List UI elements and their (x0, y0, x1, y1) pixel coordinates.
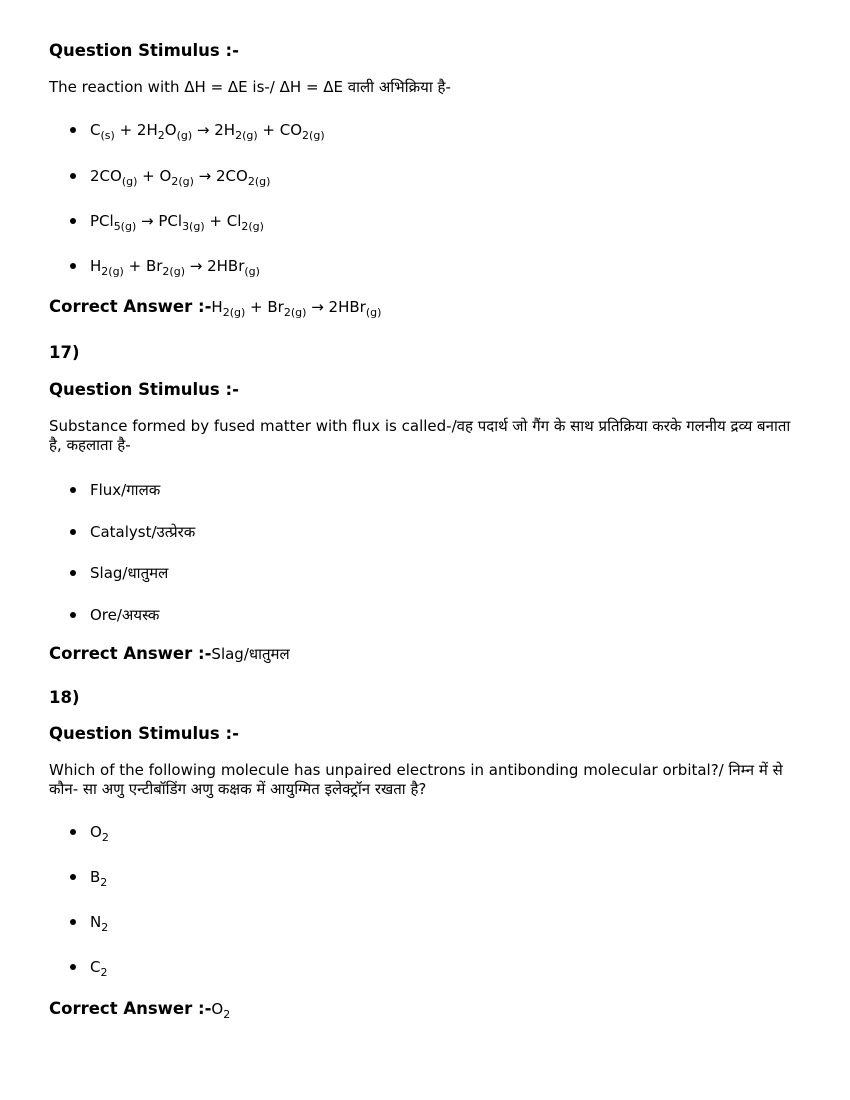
q17-answer-value: Slag/धातुमल (211, 645, 290, 663)
bullet-icon (70, 964, 76, 970)
q16-option-4-text: $H_{2(g)} + Br_{2(g)} \to 2HBr_{(g)}$ (90, 257, 260, 278)
subscript: (s) (100, 129, 115, 142)
bullet-icon (70, 919, 76, 925)
q17-option-3-text: Slag/धातुमल (90, 564, 169, 582)
q17-option-4-text: Ore/अयस्क (90, 606, 160, 624)
q18-stem: Which of the following molecule has unpaired electrons in antibonding molecular orbital?/ निम्न में से कौन- सा अणु एन्टीबॉडिंग अणु कक्षक में आयुग्मित इलेक्ट्रॉन रखता है? (49, 761, 783, 798)
q16-correct-answer (49, 297, 799, 319)
subscript: 2(g) (101, 265, 124, 278)
subscript: (g) (244, 265, 260, 278)
q16-stimulus-heading: Question Stimulus :- (49, 41, 239, 60)
q18-number: 18) (49, 688, 80, 707)
bullet-icon (70, 487, 76, 493)
bullet-icon (70, 874, 76, 880)
q18-option-2-text: $B_2$ (90, 868, 108, 889)
q16-answer-label: Correct Answer :- (49, 297, 212, 316)
subscript: 2(g) (162, 265, 185, 278)
subscript: (g) (121, 175, 138, 188)
subscript: (g) (176, 129, 193, 142)
q18-option-4-text: $C_2$ (90, 958, 108, 979)
q18-answer-label: Correct Answer :- (49, 999, 212, 1018)
q17-stimulus-heading: Question Stimulus :- (49, 380, 239, 399)
q18-answer-value: $O_2$ (211, 1000, 231, 1021)
subscript: 2(g) (247, 175, 271, 188)
q16-option-2-text: $2CO_{(g)} + O_{2(g)} \to 2CO_{2(g)}$ (90, 167, 271, 188)
bullet-icon (70, 570, 76, 576)
bullet-icon (70, 127, 76, 133)
q16-option-3-text: $PCl_{5(g)} \to PCl_{3(g)} + Cl_{2(g)}$ (90, 212, 264, 233)
subscript: 5(g) (113, 220, 137, 233)
bullet-icon (70, 263, 76, 269)
subscript: 2 (223, 1008, 231, 1021)
bullet-icon (70, 829, 76, 835)
bullet-icon (70, 173, 76, 179)
subscript: 2(g) (241, 220, 264, 233)
q17-option-2-text: Catalyst/उत्प्रेरक (90, 523, 196, 541)
subscript: 2 (101, 831, 109, 844)
subscript: 2(g) (222, 306, 246, 319)
q16-option-1-text: $C_{(s)} + 2H_2O_{(g)} \to 2H_{2(g)} + CO_{2(g)}$ (90, 121, 325, 142)
subscript: 2 (157, 129, 165, 142)
bullet-icon (70, 612, 76, 618)
q17-stem: Substance formed by fused matter with flux is called-/वह पदार्थ जो गैंग के साथ प्रतिक्रिया करके गलनीय द्रव्य बनाता है, कहलाता है- (49, 417, 791, 454)
subscript: 2 (100, 966, 108, 979)
q18-correct-answer (49, 999, 799, 1021)
q18-stimulus-heading: Question Stimulus :- (49, 724, 239, 743)
q16-answer-value: $H_{2(g)} + Br_{2(g)} \to 2HBr_{(g)}$ (211, 298, 382, 319)
subscript: 3(g) (182, 220, 205, 233)
q17-number: 17) (49, 343, 80, 362)
q17-answer-label: Correct Answer :- (49, 644, 212, 663)
q17-correct-answer (49, 644, 799, 664)
q18-option-1-text: $O_2$ (90, 823, 109, 844)
subscript: 2(g) (171, 175, 194, 188)
subscript: (g) (365, 306, 382, 319)
subscript: 2(g) (283, 306, 307, 319)
q16-stem: The reaction with ΔH = ΔE is-/ ΔH = ΔE वाली अभिक्रिया है- (49, 78, 451, 96)
q18-option-3-text: $N_2$ (90, 913, 109, 934)
bullet-icon (70, 218, 76, 224)
q17-option-1-text: Flux/गालक (90, 481, 161, 499)
subscript: 2 (101, 921, 109, 934)
subscript: 2(g) (235, 129, 258, 142)
subscript: 2(g) (302, 129, 325, 142)
subscript: 2 (100, 876, 108, 889)
bullet-icon (70, 529, 76, 535)
